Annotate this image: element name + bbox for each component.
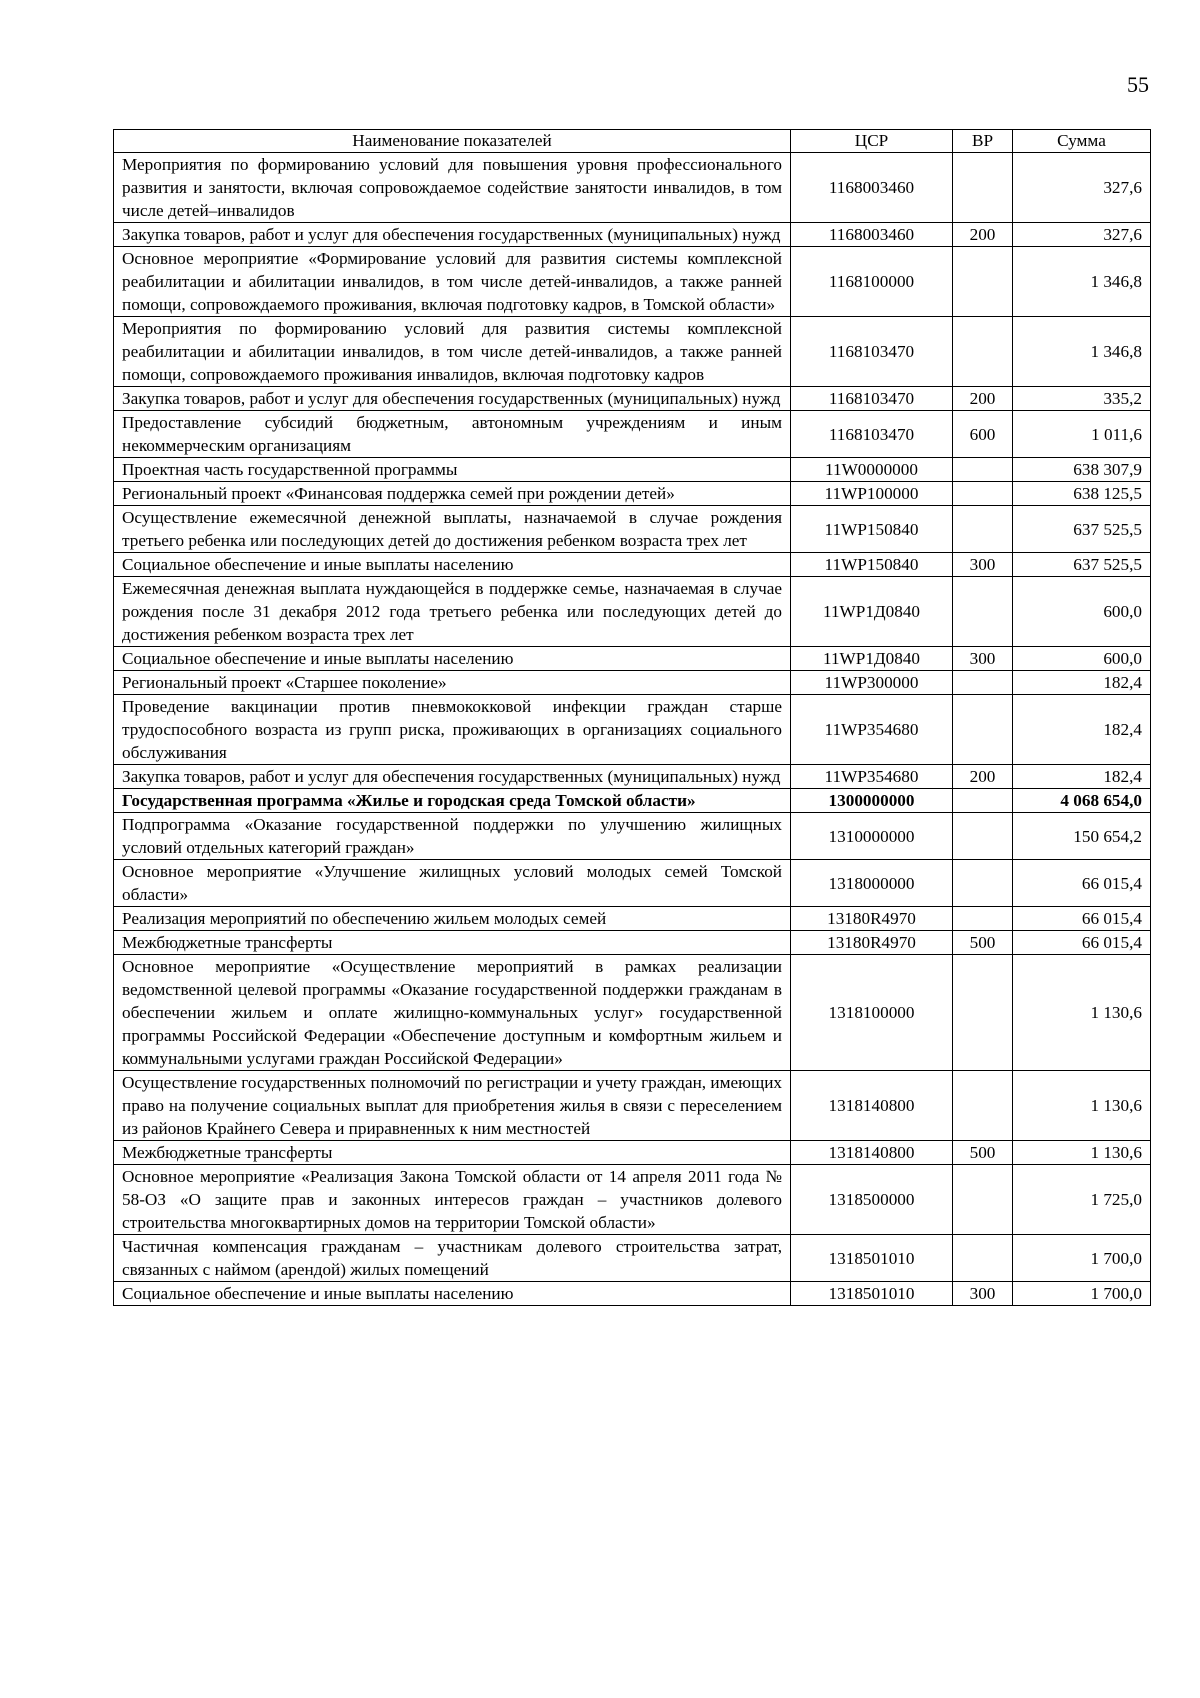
table-row [114,1071,1151,1141]
cell-vr [953,1235,1013,1282]
cell-csr: 11WP354680 [791,765,953,789]
cell-sum: 182,4 [1013,671,1151,695]
page-number: 55 [1127,72,1149,97]
cell-vr: 500 [953,931,1013,955]
cell-csr: 11WP150840 [791,553,953,577]
cell-csr: 11WP1Д0840 [791,577,953,647]
cell-name: Мероприятия по формированию условий для повышения уровня профессионального развития и занятости, включая сопровождаемое содействие занятости инвалидов, в том числе детей–инвалидов [114,153,791,223]
cell-sum: 1 346,8 [1013,247,1151,317]
cell-sum: 335,2 [1013,387,1151,411]
cell-vr: 300 [953,1282,1013,1306]
cell-csr: 1318140800 [791,1071,953,1141]
table-row [114,1282,1151,1306]
cell-sum: 1 346,8 [1013,317,1151,387]
cell-csr: 1168103470 [791,317,953,387]
cell-sum: 182,4 [1013,765,1151,789]
cell-name: Государственная программа «Жилье и городская среда Томской области» [114,789,791,813]
cell-sum: 66 015,4 [1013,907,1151,931]
cell-sum: 150 654,2 [1013,813,1151,860]
table-row [114,695,1151,765]
cell-csr: 1318501010 [791,1282,953,1306]
cell-csr: 11WP354680 [791,695,953,765]
cell-name: Закупка товаров, работ и услуг для обеспечения государственных (муниципальных) нужд [114,223,791,247]
header-csr: ЦСР [791,130,953,153]
cell-csr: 1168100000 [791,247,953,317]
header-sum: Сумма [1013,130,1151,153]
cell-sum: 66 015,4 [1013,931,1151,955]
cell-name: Реализация мероприятий по обеспечению жильем молодых семей [114,907,791,931]
cell-sum: 1 130,6 [1013,1141,1151,1165]
table-row [114,317,1151,387]
table-row [114,931,1151,955]
cell-sum: 1 700,0 [1013,1235,1151,1282]
table-row [114,1235,1151,1282]
table-row [114,860,1151,907]
table-body [114,153,1151,1306]
cell-name: Основное мероприятие «Формирование условий для развития системы комплексной реабилитации и абилитации инвалидов, в том числе детей-инвалидов, а также ранней помощи, сопровождаемого проживания, включая подготовку кадров, в Томской области» [114,247,791,317]
cell-csr: 11WP300000 [791,671,953,695]
cell-name: Закупка товаров, работ и услуг для обеспечения государственных (муниципальных) нужд [114,765,791,789]
table-row [114,647,1151,671]
cell-sum: 1 130,6 [1013,955,1151,1071]
cell-name: Проектная часть государственной программы [114,458,791,482]
header-vr: ВР [953,130,1013,153]
cell-csr: 1318100000 [791,955,953,1071]
cell-sum: 4 068 654,0 [1013,789,1151,813]
cell-csr: 1168103470 [791,387,953,411]
cell-sum: 327,6 [1013,153,1151,223]
table-row [114,506,1151,553]
table-row [114,907,1151,931]
cell-sum: 1 725,0 [1013,1165,1151,1235]
cell-name: Социальное обеспечение и иные выплаты населению [114,647,791,671]
table-row [114,789,1151,813]
cell-vr [953,813,1013,860]
cell-name: Осуществление ежемесячной денежной выплаты, назначаемой в случае рождения третьего ребенка или последующих детей до достижения ребенком возраста трех лет [114,506,791,553]
cell-sum: 637 525,5 [1013,506,1151,553]
cell-vr [953,577,1013,647]
cell-name: Предоставление субсидий бюджетным, автономным учреждениям и иным некоммерческим организациям [114,411,791,458]
table-row [114,1141,1151,1165]
cell-name: Социальное обеспечение и иные выплаты населению [114,553,791,577]
cell-name: Основное мероприятие «Улучшение жилищных условий молодых семей Томской области» [114,860,791,907]
cell-name: Подпрограмма «Оказание государственной поддержки по улучшению жилищных условий отдельных категорий граждан» [114,813,791,860]
cell-sum: 182,4 [1013,695,1151,765]
table-row [114,1165,1151,1235]
cell-name: Проведение вакцинации против пневмококковой инфекции граждан старше трудоспособного возраста из групп риска, проживающих в организациях социального обслуживания [114,695,791,765]
cell-sum: 327,6 [1013,223,1151,247]
cell-name: Осуществление государственных полномочий по регистрации и учету граждан, имеющих право на получение социальных выплат для приобретения жилья в связи с переселением из районов Крайнего Севера и приравненных к ним местностей [114,1071,791,1141]
table-row [114,482,1151,506]
cell-vr: 500 [953,1141,1013,1165]
cell-vr [953,789,1013,813]
cell-sum: 638 307,9 [1013,458,1151,482]
cell-name: Межбюджетные трансферты [114,931,791,955]
cell-name: Основное мероприятие «Осуществление мероприятий в рамках реализации ведомственной целевой программы «Оказание государственной поддержки гражданам в обеспечении жильем и оплате жилищно-коммунальных услуг» государственной программы Российской Федерации «Обеспечение доступным и комфортным жильем и коммунальными услугами граждан Российской Федерации» [114,955,791,1071]
table-row [114,671,1151,695]
cell-name: Межбюджетные трансферты [114,1141,791,1165]
table-row [114,553,1151,577]
cell-name: Социальное обеспечение и иные выплаты населению [114,1282,791,1306]
table-row [114,458,1151,482]
cell-csr: 11W0000000 [791,458,953,482]
cell-vr: 300 [953,553,1013,577]
cell-sum: 1 130,6 [1013,1071,1151,1141]
cell-sum: 638 125,5 [1013,482,1151,506]
cell-vr [953,458,1013,482]
cell-csr: 1168003460 [791,223,953,247]
cell-csr: 11WP100000 [791,482,953,506]
cell-csr: 1318500000 [791,1165,953,1235]
budget-table [113,129,1151,1306]
cell-sum: 600,0 [1013,647,1151,671]
table-row [114,223,1151,247]
cell-vr: 600 [953,411,1013,458]
header-name: Наименование показателей [114,130,791,153]
cell-name: Закупка товаров, работ и услуг для обеспечения государственных (муниципальных) нужд [114,387,791,411]
cell-csr: 1318140800 [791,1141,953,1165]
cell-vr [953,907,1013,931]
table-row [114,813,1151,860]
cell-csr: 1310000000 [791,813,953,860]
cell-name: Региональный проект «Финансовая поддержка семей при рождении детей» [114,482,791,506]
cell-name: Региональный проект «Старшее поколение» [114,671,791,695]
table-row [114,577,1151,647]
cell-sum: 66 015,4 [1013,860,1151,907]
cell-vr [953,482,1013,506]
table-row [114,153,1151,223]
cell-vr [953,317,1013,387]
cell-sum: 1 700,0 [1013,1282,1151,1306]
cell-sum: 600,0 [1013,577,1151,647]
table-header-row [114,130,1151,153]
cell-vr [953,153,1013,223]
cell-csr: 1300000000 [791,789,953,813]
cell-name: Мероприятия по формированию условий для развития системы комплексной реабилитации и абилитации инвалидов, в том числе детей-инвалидов, а также ранней помощи, сопровождаемого проживания инвалидов, включая подготовку кадров [114,317,791,387]
cell-csr: 13180R4970 [791,931,953,955]
cell-vr: 300 [953,647,1013,671]
cell-name: Частичная компенсация гражданам – участникам долевого строительства затрат, связанных с наймом (арендой) жилых помещений [114,1235,791,1282]
table-row [114,955,1151,1071]
table-row [114,411,1151,458]
cell-vr: 200 [953,387,1013,411]
cell-vr [953,860,1013,907]
cell-name: Основное мероприятие «Реализация Закона Томской области от 14 апреля 2011 года № 58-ОЗ «О защите прав и законных интересов граждан – участников долевого строительства многоквартирных домов на территории Томской области» [114,1165,791,1235]
cell-vr [953,1071,1013,1141]
cell-csr: 1318000000 [791,860,953,907]
cell-csr: 11WP1Д0840 [791,647,953,671]
cell-vr [953,247,1013,317]
cell-sum: 637 525,5 [1013,553,1151,577]
cell-vr [953,506,1013,553]
cell-csr: 1318501010 [791,1235,953,1282]
cell-sum: 1 011,6 [1013,411,1151,458]
cell-csr: 13180R4970 [791,907,953,931]
table-row [114,765,1151,789]
cell-csr: 1168003460 [791,153,953,223]
cell-vr [953,671,1013,695]
table-row [114,247,1151,317]
cell-csr: 11WP150840 [791,506,953,553]
cell-vr [953,695,1013,765]
cell-vr [953,1165,1013,1235]
cell-vr [953,955,1013,1071]
cell-vr: 200 [953,765,1013,789]
cell-name: Ежемесячная денежная выплата нуждающейся в поддержке семье, назначаемая в случае рождения после 31 декабря 2012 года третьего ребенка или последующих детей до достижения ребенком возраста трех лет [114,577,791,647]
cell-csr: 1168103470 [791,411,953,458]
table-row [114,387,1151,411]
cell-vr: 200 [953,223,1013,247]
